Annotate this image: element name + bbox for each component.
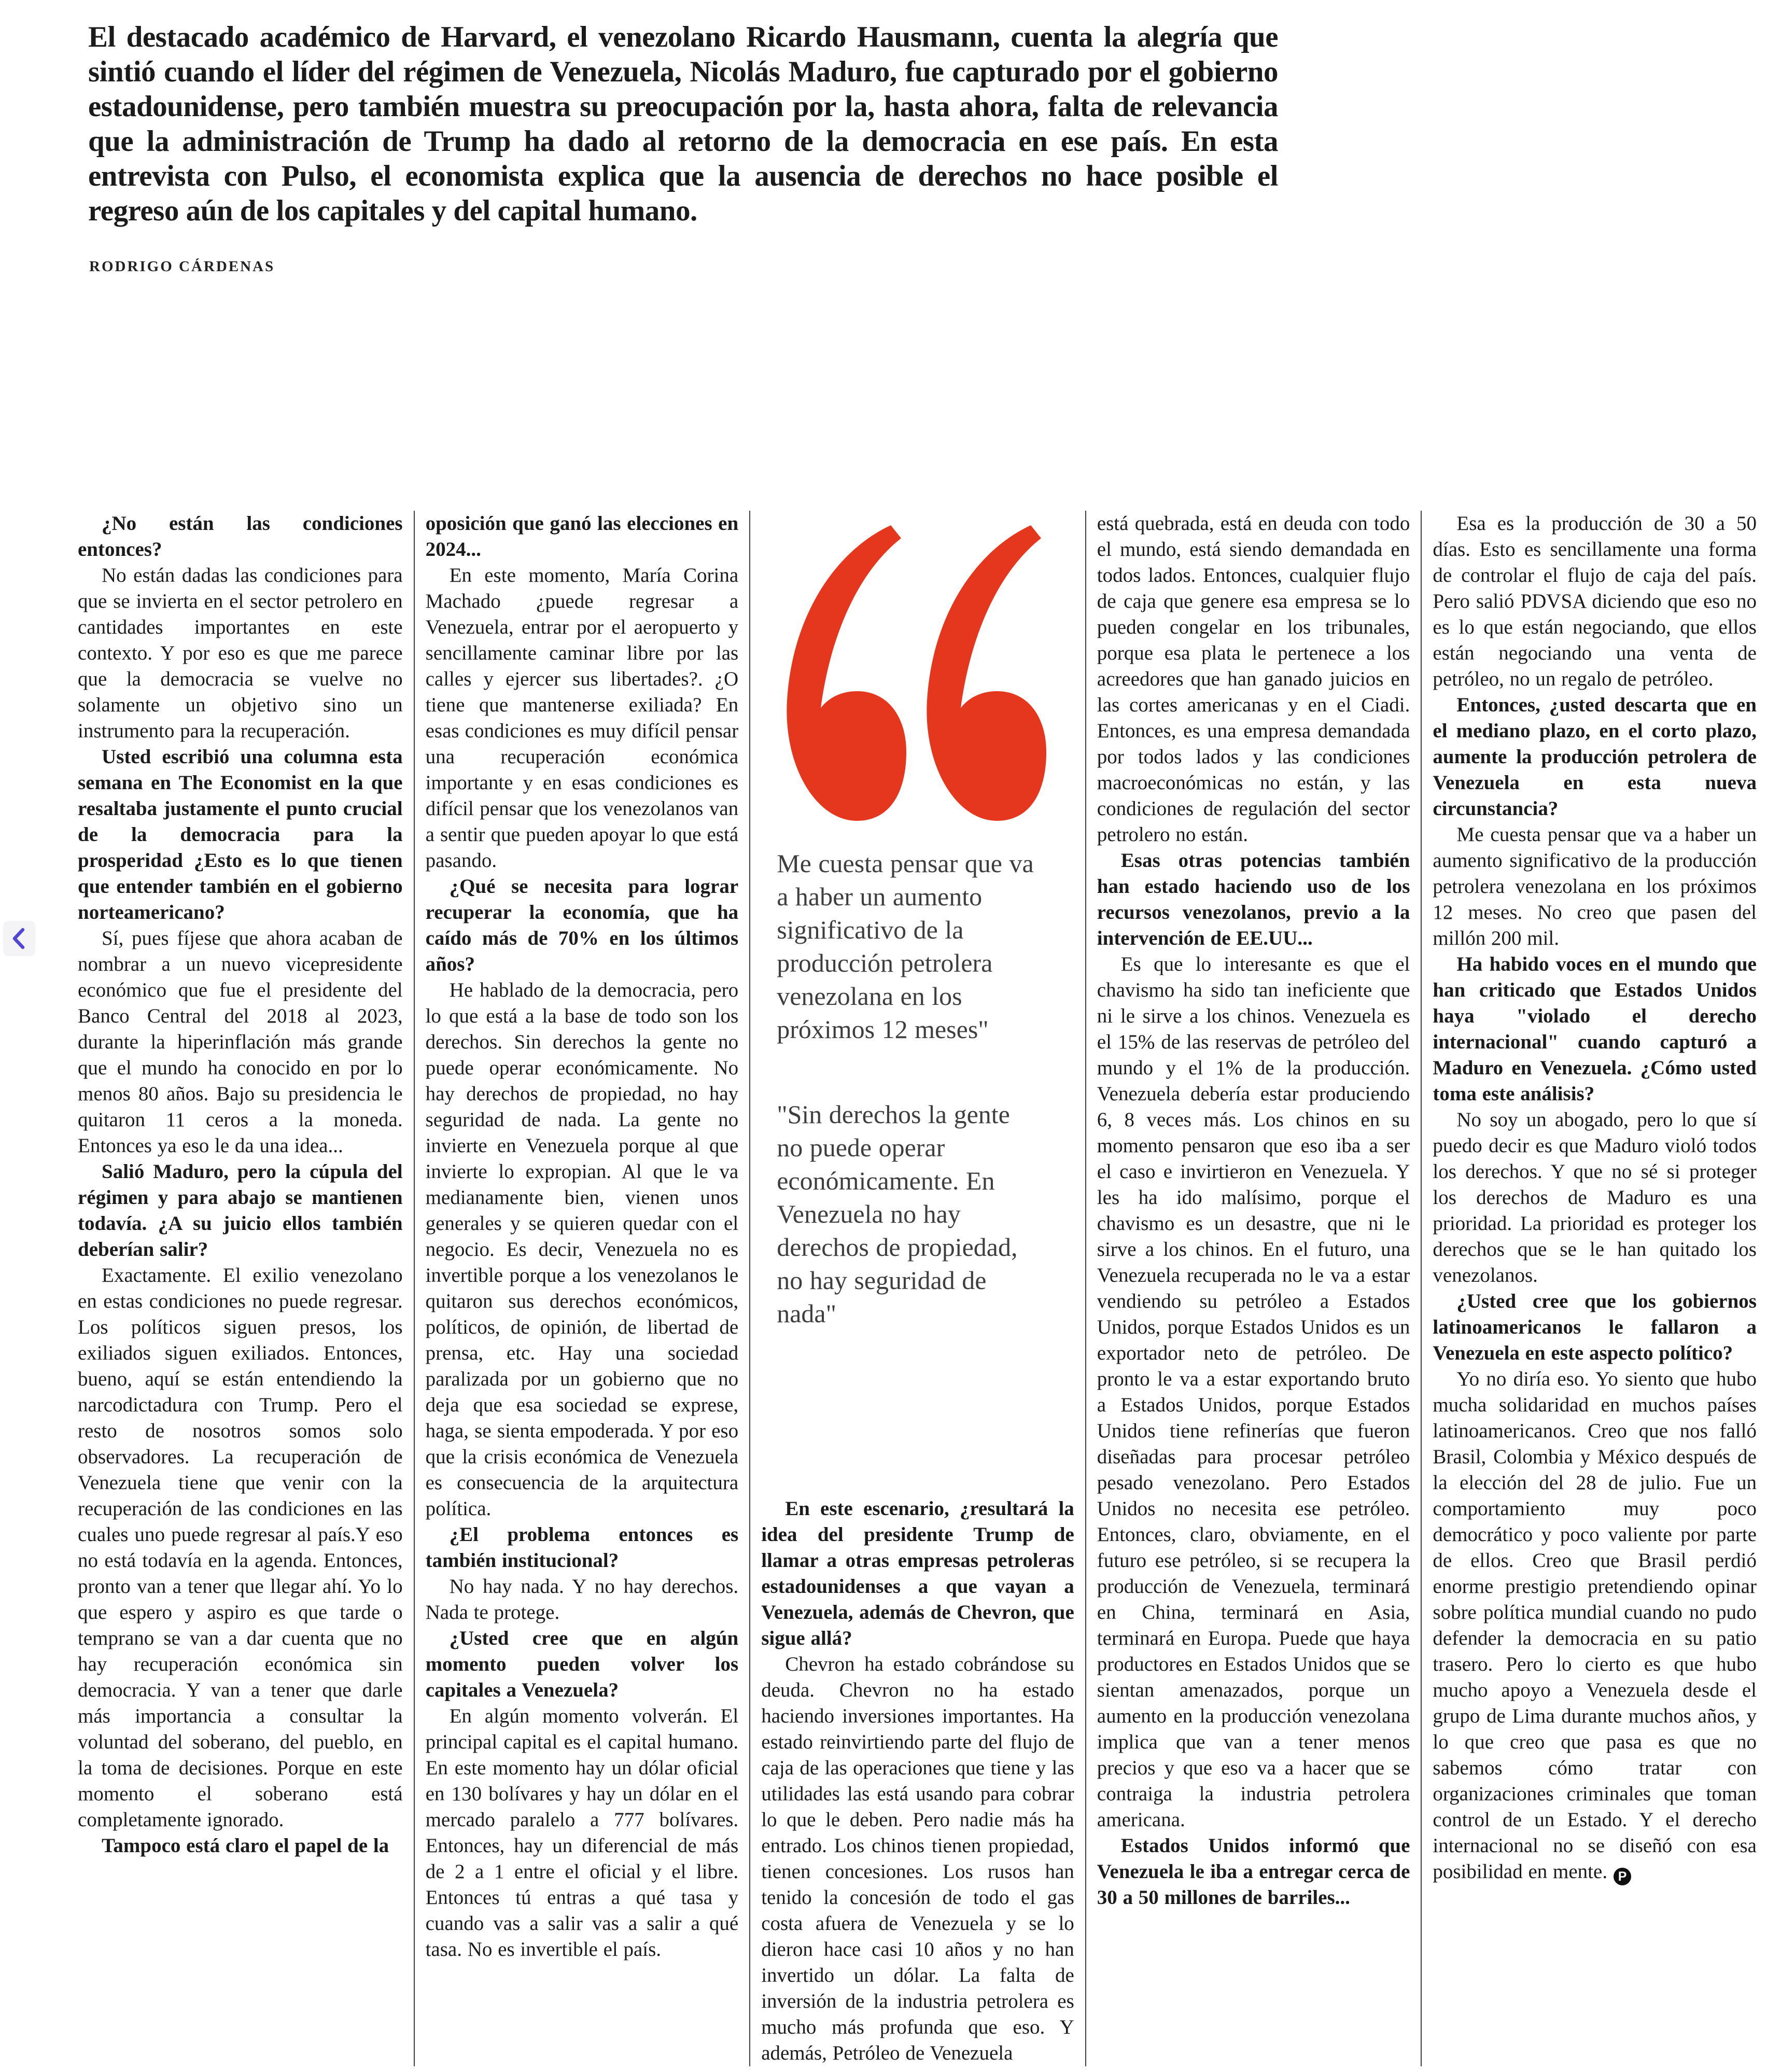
author-byline: RODRIGO CÁRDENAS bbox=[89, 258, 275, 275]
question-paragraph: Ha habido voces en el mundo que han criticado que Estados Unidos haya "violado el derecho internacional" cuando capturó a Maduro en Venezuela. ¿Cómo usted toma este análisis? bbox=[1433, 953, 1757, 1105]
question-paragraph: Usted escribió una columna esta semana en The Economist en la que resaltaba justamente el punto crucial de la democracia para la prosperidad ¿Esto es lo que tienen que entender también en el gobierno norteamericano? bbox=[78, 746, 403, 923]
question-paragraph: Tampoco está claro el papel de la bbox=[102, 1835, 389, 1857]
question-paragraph: ¿El problema entonces es también institucional? bbox=[425, 1523, 739, 1572]
answer-text: Yo no diría eso. Yo siento que hubo mucha solidaridad en muchos países latinoamericanos. Creo que nos falló Brasil, Colombia y México después de la elección del 28 de julio. Fue un comportamiento muy poco democrático y poco valiente por parte de ellos. Creo que Brasil perdió enorme prestigio pretendiendo opinar sobre política mundial cuando no pudo defender la democracia en su patio trasero. Pero lo cierto es que hubo mucho apoyo a Venezuela desde el grupo de Lima durante muchos años, y lo que creo que pasa es que no sabemos cómo tratar con organizaciones criminales que toman control de un Estado. Y el derecho internacional no se diseñó con esa posibilidad en mente. bbox=[1433, 1368, 1757, 1883]
pull-quote-2: "Sin derechos la gente no puede operar económicamente. En Venezuela no hay derechos de propiedad, no hay seguridad de nada" bbox=[777, 1100, 1018, 1328]
column-2 bbox=[414, 511, 750, 2066]
answer-paragraph bbox=[1433, 1366, 1757, 1885]
answer-paragraph: Es que lo interesante es que el chavismo ha sido tan ineficiente que ni le sirve a los chinos. Venezuela es el 15% de las reservas de petróleo del mundo y el 1% de la producción. Venezuela debería estar produciendo 6, 8 veces más. Los chinos en su momento pensaron que eso iba a ser el caso e invirtieron en Venezuela. Y les ha ido malísimo, porque el chavismo es un desastre, que ni le sirve a los chinos. En el futuro, una Venezuela recuperada no le va a estar vendiendo su petróleo a Estados Unidos, porque Estados Unidos es un exportador neto de petróleo. De pronto le va a estar exportando bruto a Estados Unidos, porque Estados Unidos tiene refinerías que fueron diseñadas para procesar petróleo pesado venezolano. Pero Estados Unidos no necesita ese petróleo. Entonces, claro, obviamente, en el futuro ese petróleo, si se recupera la producción de Venezuela, terminará en China, terminará en Asia, terminará en Europa. Puede que haya productores en Estados Unidos que se sientan amenazados, porque un aumento en la producción venezolana implica que van a tener menos precios y que eso va a hacer que se contraiga la industria petrolera americana. bbox=[1097, 953, 1410, 1831]
column-1 bbox=[78, 511, 414, 2066]
answer-paragraph: Me cuesta pensar que va a haber un aumento significativo de la producción petrolera venezolana en los próximos 12 meses. No creo que pasen del millón 200 mil. bbox=[1433, 823, 1757, 949]
question-paragraph: Esas otras potencias también han estado haciendo uso de los recursos venezolanos, previo a la intervención de EE.UU... bbox=[1097, 849, 1410, 949]
question-paragraph: ¿Usted cree que en algún momento pueden volver los capitales a Venezuela? bbox=[425, 1627, 739, 1701]
answer-paragraph: Sí, pues fíjese que ahora acaban de nombrar a un nuevo vicepresidente económico que fue el presidente del Banco Central del 2018 al 2023, durante la hiperinflación más grande que el mundo ha conocido en por lo menos 80 años. Bajo su presidencia le quitaron 11 ceros a la moneda. Entonces ya eso le da una idea... bbox=[78, 927, 403, 1157]
answer-paragraph: No están dadas las condiciones para que se invierta en el sector petrolero en cantidades importantes en este contexto. Y por eso es que me parece que la democracia se vuelve no solamente un objetivo sino un instrumento para la recuperación. bbox=[78, 564, 403, 742]
pulso-end-mark-icon: P bbox=[1614, 1868, 1631, 1885]
pull-quote-1: Me cuesta pensar que va a haber un aumento significativo de la producción petrolera venezolana en los próximos 12 meses" bbox=[777, 849, 1034, 1044]
answer-paragraph: No hay nada. Y no hay derechos. Nada te protege. bbox=[425, 1575, 739, 1623]
question-paragraph: Salió Maduro, pero la cúpula del régimen y para abajo se mantienen todavía. ¿A su juicio ellos también deberían salir? bbox=[78, 1160, 403, 1261]
article-body bbox=[78, 511, 1757, 2066]
answer-paragraph: Chevron ha estado cobrándose su deuda. Chevron no ha estado haciendo inversiones importantes. Ha estado reinvirtiendo parte del flujo de caja de las operaciones que tiene y las utilidades las está usando para cobrar lo que le deben. Pero nadie más ha entrado. Los chinos tienen propiedad, tienen concesiones. Los rusos han tenido la concesión de todo el gas costa afuera de Venezuela y se lo dieron hace casi 10 años y no han invertido un dólar. La falta de inversión de la industria petrolera es mucho más profunda que eso. Y además, Petróleo de Venezuela bbox=[761, 1653, 1074, 2064]
answer-paragraph: He hablado de la democracia, pero lo que está a la base de todo son los derechos. Sin derechos la gente no puede operar económicamente. No hay derechos de propiedad, no hay seguridad de nada. La gente no invierte en Venezuela porque al que invierte lo expropian. Al que le va medianamente bien, vienen unos generales y se quieren quedar con el negocio. Es decir, Venezuela no es invertible porque a los venezolanos le quitaron sus derechos económicos, políticos, de opinión, de libertad de prensa, etc. Hay una sociedad paralizada por un gobierno que no deja que esa sociedad se exprese, haga, se sienta empoderada. Y por eso que la crisis económica de Venezuela es consecuencia de la arquitectura política. bbox=[425, 979, 739, 1520]
answer-paragraph: está quebrada, está en deuda con todo el mundo, está siendo demandada en todos lados. Entonces, cualquier flujo de caja que genere esa empresa se lo pueden congelar en los tribunales, porque esa plata le pertenece a los acreedores que han ganado juicios en las cortes americanas y en el Ciadi. Entonces, es una empresa demandada por todos lados y las condiciones macroeconómicas no están, y las condiciones de regulación del sector petrolero no están. bbox=[1097, 512, 1410, 846]
question-paragraph: ¿Qué se necesita para lograr recuperar la economía, que ha caído más de 70% en los últimos años? bbox=[425, 875, 739, 975]
question-paragraph: Estados Unidos informó que Venezuela le iba a entregar cerca de 30 a 50 millones de barriles... bbox=[1097, 1835, 1410, 1909]
article-intro: El destacado académico de Harvard, el venezolano Ricardo Hausmann, cuenta la alegría que sintió cuando el líder del régimen de Venezuela, Nicolás Maduro, fue capturado por el gobierno estadounidense, pero también muestra su preocupación por la, hasta ahora, falta de relevancia que la administración de Trump ha dado al retorno de la democracia en ese país. En esta entrevista con Pulso, el economista explica que la ausencia de derechos no hace posible el regreso aún de los capitales y del capital humano. bbox=[88, 21, 1278, 227]
question-paragraph: ¿Usted cree que los gobiernos latinoamericanos le fallaron a Venezuela en este aspecto político? bbox=[1433, 1290, 1757, 1364]
answer-paragraph: En este momento, María Corina Machado ¿puede regresar a Venezuela, entrar por el aeropuerto y sencillamente caminar libre por las calles y ejercer sus libertades?. ¿O tiene que mantenerse exiliada? En esas condiciones es muy difícil pensar una recuperación económica importante y en esas condiciones es difícil pensar que los venezolanos van a sentir que pueden apoyar lo que está pasando. bbox=[425, 564, 739, 872]
column-4 bbox=[1085, 511, 1421, 2066]
question-paragraph: En este escenario, ¿resultará la idea del presidente Trump de llamar a otras empresas petroleras estadounidenses a que vayan a Venezuela, además de Chevron, que sigue allá? bbox=[761, 1497, 1074, 1649]
question-paragraph: oposición que ganó las elecciones en 2024... bbox=[425, 512, 739, 561]
answer-paragraph: Esa es la producción de 30 a 50 días. Esto es sencillamente una forma de controlar el flujo de caja del país. Pero salió PDVSA diciendo que eso no es lo que están negociando, que ellos están negociando una venta de petróleo, no un regalo de petróleo. bbox=[1433, 512, 1757, 690]
question-paragraph: ¿No están las condiciones entonces? bbox=[78, 512, 403, 561]
chevron-left-icon bbox=[9, 926, 30, 951]
answer-paragraph: En algún momento volverán. El principal capital es el capital humano. En este momento hay un dólar oficial en 130 bolívares y hay un dólar en el mercado paralelo a 777 bolívares. Entonces, hay un diferencial de más de 2 a 1 entre el oficial y el libre. Entonces tú entras a qué tasa y cuando vas a salir vas a salir a qué tasa. No es invertible el país. bbox=[425, 1705, 739, 1961]
answer-paragraph: Exactamente. El exilio venezolano en estas condiciones no puede regresar. Los políticos siguen presos, los exiliados siguen exiliados. Entonces, bueno, aquí se están entendiendo la narcodictadura con Trump. Pero el resto de nosotros somos solo observadores. La recuperación de Venezuela tiene que venir con la recuperación de las condiciones en las cuales uno puede regresar al país.Y eso no está todavía en la agenda. Entonces, pronto van a tener que llegar ahí. Yo lo que espero y aspiro es que tarde o temprano se van a dar cuenta que no hay recuperación económica sin democracia. Y van a tener que darle más importancia a consultar la voluntad del soberano, del pueblo, en la toma de decisiones. Porque en este momento el soberano está completamente ignorado. bbox=[78, 1264, 403, 1831]
back-button[interactable] bbox=[3, 921, 35, 956]
column-3-pullquote bbox=[749, 511, 1085, 2066]
question-paragraph: Entonces, ¿usted descarta que en el mediano plazo, en el corto plazo, aumente la producción petrolera de Venezuela en esta nueva circunstancia? bbox=[1433, 694, 1757, 820]
column-5 bbox=[1421, 511, 1757, 2066]
answer-paragraph: No soy un abogado, pero lo que sí puedo decir es que Maduro violó todos los derechos. Y que no sé si proteger los derechos de Maduro es una prioridad. La prioridad es proteger los derechos que se le han quitado los venezolanos. bbox=[1433, 1109, 1757, 1286]
quotation-marks-icon bbox=[777, 525, 1074, 826]
